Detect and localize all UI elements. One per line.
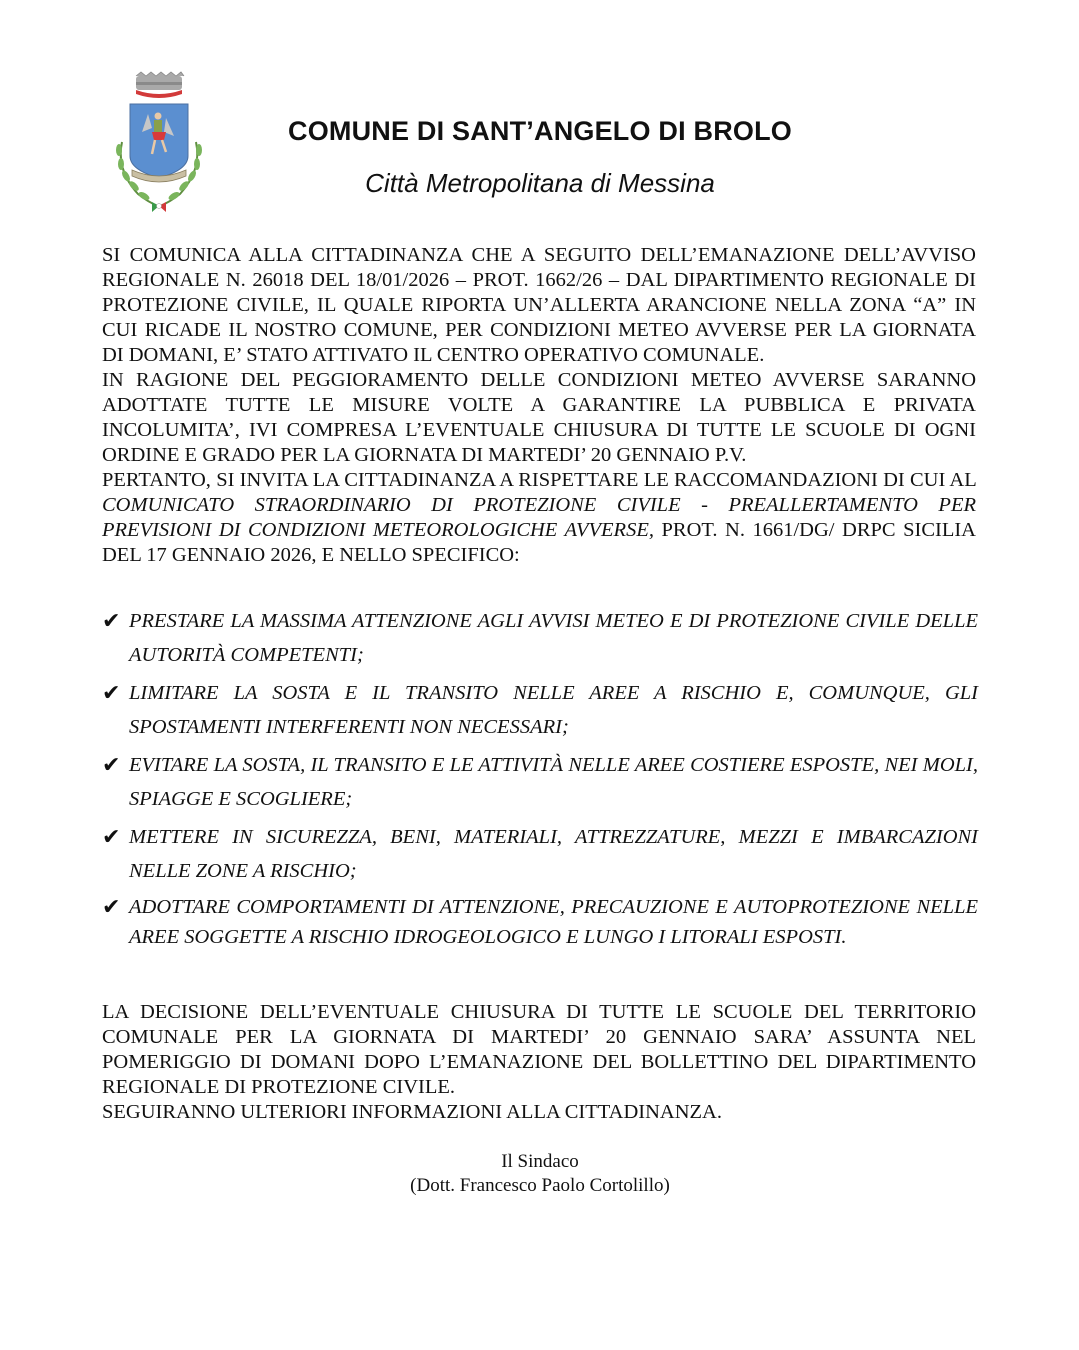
- document-subtitle: Città Metropolitana di Messina: [365, 168, 715, 198]
- check-mark-icon: ✔: [102, 894, 121, 919]
- list-item: ✔ PRESTARE LA MASSIMA ATTENZIONE AGLI AVVISI METEO E DI PROTEZIONE CIVILE DELLE AUTORITÀ COMPETENTI;: [102, 604, 978, 672]
- coat-of-arms-icon: [108, 70, 210, 214]
- list-item: ✔ METTERE IN SICUREZZA, BENI, MATERIALI, ATTREZZATURE, MEZZI E IMBARCAZIONI NELLE ZONE A RISCHIO;: [102, 820, 978, 888]
- check-mark-icon: ✔: [102, 824, 121, 849]
- paragraph-followup: SEGUIRANNO ULTERIORI INFORMAZIONI ALLA CITTADINANZA.: [102, 1101, 722, 1123]
- signature-block: [330, 1150, 750, 1198]
- recommendations-list: [102, 604, 978, 956]
- check-mark-icon: ✔: [102, 752, 121, 777]
- signature-role: Il Sindaco: [501, 1151, 579, 1172]
- intro-text: PERTANTO, SI INVITA LA CITTADINANZA A RISPETTARE LE RACCOMANDAZIONI DI CUI AL: [102, 469, 976, 491]
- signature-name: (Dott. Francesco Paolo Cortolillo): [410, 1175, 670, 1196]
- list-item: ✔ EVITARE LA SOSTA, IL TRANSITO E LE ATTIVITÀ NELLE AREE COSTIERE ESPOSTE, NEI MOLI, SPIAGGE E SCOGLIERE;: [102, 748, 978, 816]
- list-item: ✔ LIMITARE LA SOSTA E IL TRANSITO NELLE AREE A RISCHIO E, COMUNQUE, GLI SPOSTAMENTI INTERFERENTI NON NECESSARI;: [102, 676, 978, 744]
- paragraph-decision: LA DECISIONE DELL’EVENTUALE CHIUSURA DI TUTTE LE SCUOLE DEL TERRITORIO COMUNALE PER LA GIORNATA DI MARTEDI’ 20 GENNAIO SARA’ ASSUNTA NEL POMERIGGIO DI DOMANI DOPO L’EMANAZIONE DEL BOLLETTINO DEL DIPARTIMENTO REGIONALE DI PROTEZIONE CIVILE.: [102, 1001, 976, 1098]
- paragraph-alert: SI COMUNICA ALLA CITTADINANZA CHE A SEGUITO DELL’EMANAZIONE DELL’AVVISO REGIONALE N. 26018 DEL 18/01/2026 – PROT. 1662/26 – DAL DIPARTIMENTO REGIONALE DI PROTEZIONE CIVILE, IL QUALE RIPORTA UN’ALLERTA ARANCIONE NELLA ZONA “A” IN CUI RICADE IL NOSTRO COMUNE, PER CONDIZIONI METEO AVVERSE PER LA GIORNATA DI DOMANI, E’ STATO ATTIVATO IL CENTRO OPERATIVO COMUNALE.: [102, 244, 976, 366]
- communique-title: COMUNICATO STRAORDINARIO DI PROTEZIONE CIVILE - PREALLERTAMENTO PER PREVISIONI DI CONDIZIONI METEOROLOGICHE AVVERSE,: [102, 494, 976, 541]
- paragraph-measures: IN RAGIONE DEL PEGGIORAMENTO DELLE CONDIZIONI METEO AVVERSE SARANNO ADOTTATE TUTTE LE MISURE VOLTE A GARANTIRE LA PUBBLICA E PRIVATA INCOLUMITA’, IVI COMPRESA L’EVENTUALE CHIUSURA DI TUTTE LE SCUOLE DI OGNI ORDINE E GRADO PER LA GIORNATA DI MARTEDI’ 20 GENNAIO P.V.: [102, 369, 976, 466]
- document-title: COMUNE DI SANT’ANGELO DI BROLO: [288, 116, 792, 146]
- protocol-text: PROT. N. 1661/DG/ DRPC SICILIA DEL 17 GENNAIO 2026, E NELLO SPECIFICO:: [102, 519, 976, 566]
- closing-section: [102, 1000, 976, 1125]
- check-mark-icon: ✔: [102, 608, 121, 633]
- paragraph-recommendations-intro: [102, 468, 976, 568]
- announcement-body: [102, 243, 976, 568]
- list-item: ✔ ADOTTARE COMPORTAMENTI DI ATTENZIONE, PRECAUZIONE E AUTOPROTEZIONE NELLE AREE SOGGETTE A RISCHIO IDROGEOLOGICO E LUNGO I LITORALI ESPOSTI.: [102, 894, 978, 948]
- check-mark-icon: ✔: [102, 680, 121, 705]
